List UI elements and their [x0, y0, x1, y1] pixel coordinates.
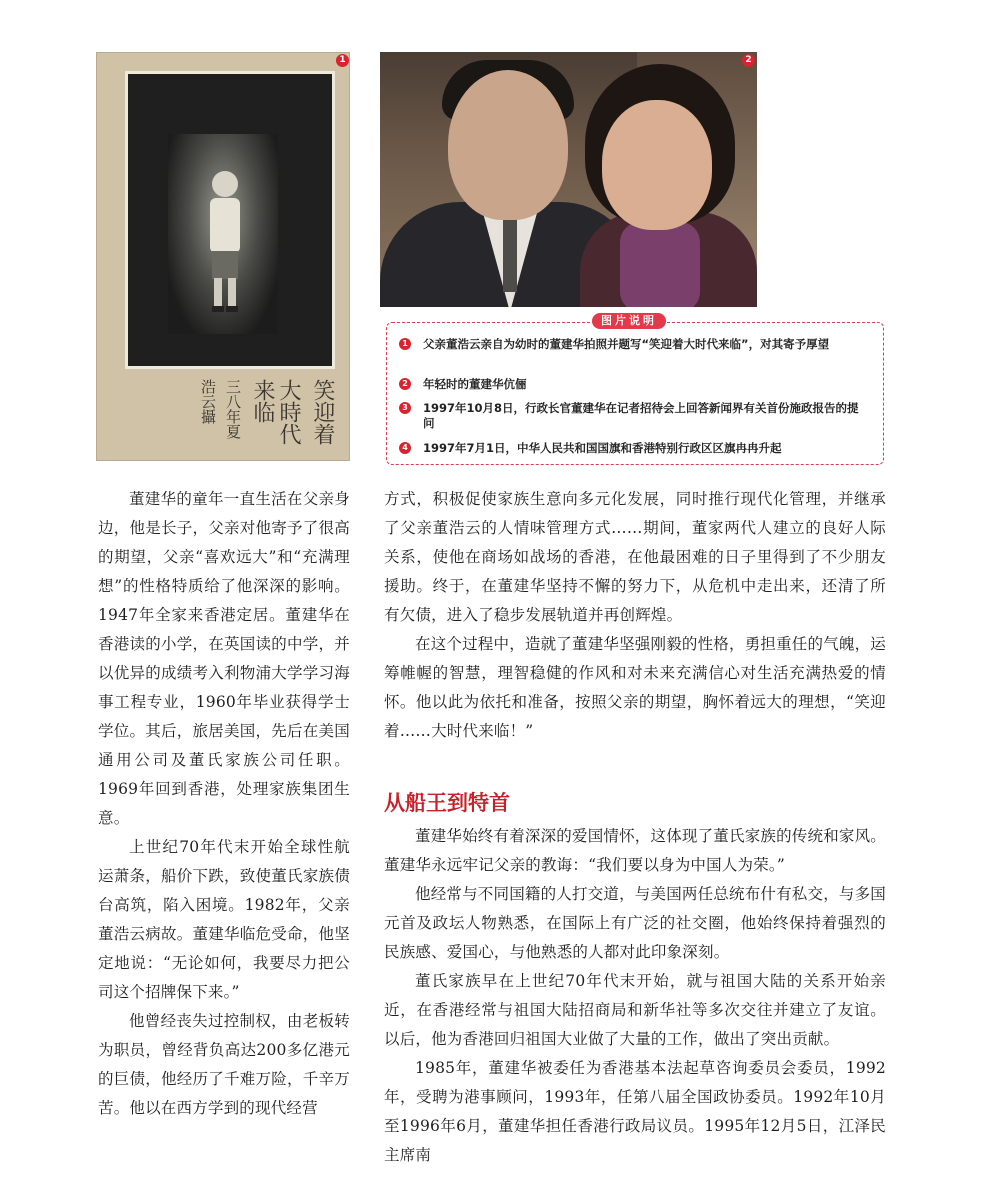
paragraph: 方式，积极促使家族生意向多元化发展，同时推行现代化管理，并继承了父亲董浩云的人情味管理方式……期间，董家两代人建立的良好人际关系，使他在商场如战场的香港，在他最困难的日子里得到了不少朋友援助。终于，在董建华坚持不懈的努力下，从危机中走出来，还清了所有欠债，进入了稳步发展轨道并再创辉煌。: [384, 490, 886, 624]
article-column-right-bottom: [384, 822, 886, 1170]
article-column-left: [98, 485, 350, 1123]
photo-childhood: [96, 52, 350, 461]
paragraph: 1985年，董建华被委任为香港基本法起草咨询委员会委员，1992年，受聘为港事顾问，1993年，任第八届全国政协委员。1992年10月至1996年6月，董建华担任香港行政局议员。1995年12月5日，江泽民主席南: [384, 1059, 886, 1164]
photo-caption-box: [386, 314, 884, 465]
photo-couple: [380, 52, 757, 307]
woman-scarf: [620, 222, 700, 307]
photo-number-badge: 2: [742, 54, 755, 67]
photo-childhood-print: [125, 71, 335, 369]
paragraph: 董氏家族早在上世纪70年代末开始，就与祖国大陆的关系开始亲近，在香港经常与祖国大陆招商局和新华社等多次交往并建立了友谊。以后，他为香港回归祖国大业做了大量的工作，做出了突出贡献。: [384, 972, 886, 1048]
caption-text: 年轻时的董建华伉俪: [423, 377, 527, 391]
inscription-line: 大時代来临: [250, 379, 301, 445]
caption-number: 1: [399, 338, 411, 350]
caption-text: 1997年10月8日，行政长官董建华在记者招待会上回答新闻界有关首份施政报告的提问: [423, 401, 859, 430]
paragraph: 他经常与不同国籍的人打交道，与美国两任总统布什有私交，与多国元首及政坛人物熟悉，在国际上有广泛的社交圈，他始终保持着强烈的民族感、爱国心，与他熟悉的人都对此印象深刻。: [384, 885, 887, 961]
paragraph: 上世纪70年代末开始全球性航运萧条，船价下跌，致使董氏家族债台高筑，陷入困境。1982年，父亲董浩云病故。董建华临危受命，他坚定地说：“无论如何，我要尽力把公司这个招牌保下来。”: [98, 838, 350, 1001]
paragraph: 董建华的童年一直生活在父亲身边，他是长子，父亲对他寄予了很高的期望，父亲“喜欢远大”和“充满理想”的性格特质给了他深深的影响。1947年全家来香港定居。董建华在香港读的小学，在英国读的中学，并以优异的成绩考入利物浦大学学习海事工程专业，1960年毕业获得学士学位。其后，旅居美国，先后在美国通用公司及董氏家族公司任职。1969年回到香港，处理家族集团生意。: [98, 490, 350, 827]
man-tie: [503, 212, 517, 292]
photo-number-badge: 1: [336, 54, 349, 67]
inscription-line: 笑迎着: [310, 379, 335, 445]
man-face: [448, 70, 568, 220]
caption-number: 4: [399, 442, 411, 454]
paragraph: 在这个过程中，造就了董建华坚强刚毅的性格，勇担重任的气魄，运筹帷幄的智慧，理智稳健的作风和对未来充满信心对生活充满热爱的情怀。他以此为依托和准备，按照父亲的期望，胸怀着远大的理想，“笑迎着……大时代来临！”: [384, 635, 887, 740]
child-figure: [200, 166, 250, 316]
section-heading: 从船王到特首: [384, 791, 510, 815]
article-column-right-top: [384, 485, 886, 746]
caption-item: [399, 401, 869, 431]
paragraph: 他曾经丧失过控制权，由老板转为职员，曾经背负高达200多亿港元的巨债，他经历了千难万险，千辛万苦。他以在西方学到的现代经营: [98, 1012, 350, 1117]
caption-number: 2: [399, 378, 411, 390]
calligraphy-inscription: [191, 379, 335, 460]
inscription-line: 浩云攝: [199, 379, 217, 424]
caption-item: [399, 337, 869, 352]
caption-item: [399, 377, 869, 392]
caption-item: [399, 441, 869, 456]
caption-text: 父亲董浩云亲自为幼时的董建华拍照并题写“笑迎着大时代来临”，对其寄予厚望: [423, 337, 830, 351]
caption-number: 3: [399, 402, 411, 414]
caption-title: 图片说明: [592, 313, 666, 329]
woman-face: [602, 100, 712, 230]
inscription-line: 三八年夏: [224, 379, 242, 439]
caption-text: 1997年7月1日，中华人民共和国国旗和香港特别行政区区旗冉冉升起: [423, 441, 782, 455]
paragraph: 董建华始终有着深深的爱国情怀，这体现了董氏家族的传统和家风。董建华永远牢记父亲的教诲：“我们要以身为中国人为荣。”: [384, 827, 887, 874]
